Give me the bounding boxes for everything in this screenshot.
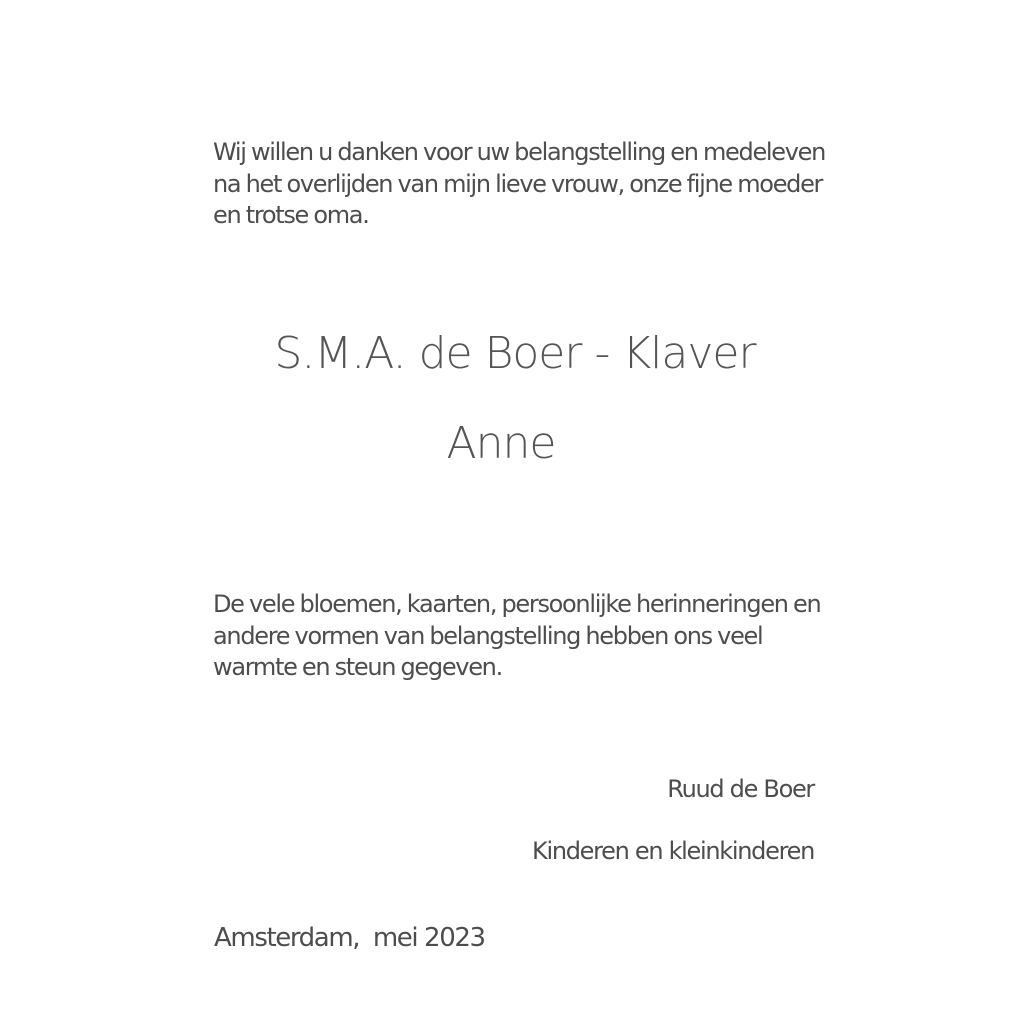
gratitude-line: warmte en steun gegeven. xyxy=(213,653,502,681)
place-and-date: Amsterdam, mei 2023 xyxy=(214,923,485,953)
gratitude-line: De vele bloemen, kaarten, persoonlijke herinneringen en xyxy=(213,590,821,618)
intro-paragraph xyxy=(213,137,853,232)
intro-line: na het overlijden van mijn lieve vrouw, onze fijne moeder xyxy=(213,169,823,198)
signatory-husband: Ruud de Boer xyxy=(667,775,814,803)
intro-line: Wij willen u danken voor uw belangstelling en medeleven xyxy=(213,138,826,166)
gratitude-line: andere vormen van belangstelling hebben ons veel xyxy=(213,621,763,650)
intro-line: en trotse oma. xyxy=(213,201,369,229)
deceased-full-name: S.M.A. de Boer - Klaver xyxy=(274,328,756,379)
signatory-family: Kinderen en kleinkinderen xyxy=(532,837,814,865)
gratitude-paragraph xyxy=(213,589,853,684)
deceased-first-name: Anne xyxy=(446,418,556,469)
